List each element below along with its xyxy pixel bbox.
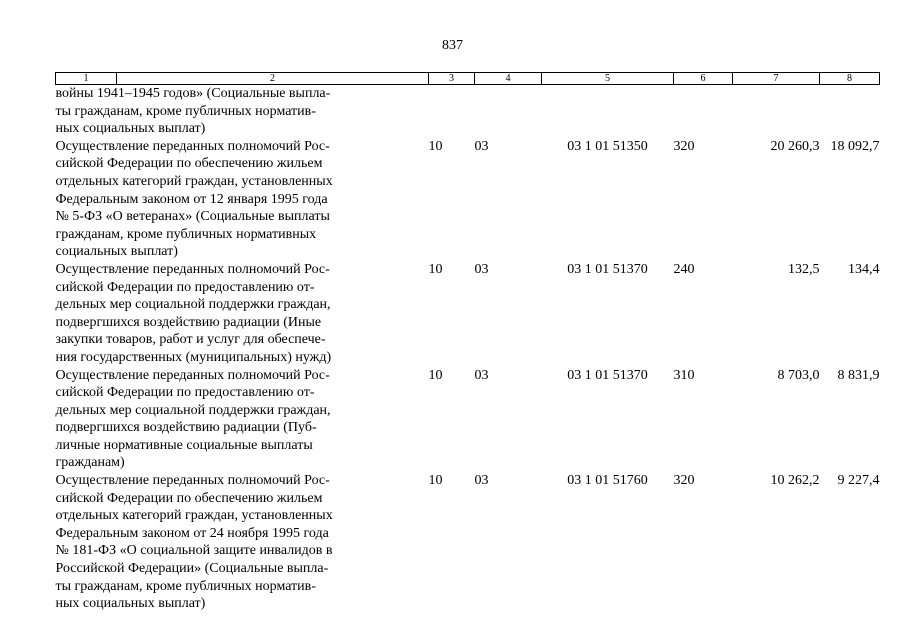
table-header [56, 73, 880, 85]
expense-name-line: Российской Федерации» (Социальные выпла- [55, 561, 329, 577]
expense-type-code: 320 [673, 473, 695, 489]
section-code [429, 85, 475, 138]
amount-year-2: 18 092,7 [830, 138, 880, 154]
table-row [56, 85, 880, 138]
expense-name-line: войны 1941–1945 годов» (Социальные выпла- [55, 86, 331, 101]
expense-name-line: гражданам) [55, 455, 125, 471]
section-code: 10 [428, 473, 443, 489]
amount-year-2: 9 227,4 [837, 473, 880, 489]
expense-name-line: закупки товаров, работ и услуг для обеспече- [55, 332, 326, 348]
expense-name-line: сийской Федерации по обеспечению жильем [55, 156, 323, 172]
subsection-code: 03 [474, 473, 489, 489]
amount-year-1 [733, 85, 820, 138]
expense-name [56, 138, 429, 261]
expense-name-line: отдельных категорий граждан, установленных [55, 508, 333, 524]
table-row [56, 261, 880, 367]
expense-name-line: гражданам, кроме публичных нормативных [55, 226, 317, 242]
expense-name-line: Федеральным законом от 24 ноября 1995 года [55, 525, 329, 541]
column-header: 5 [542, 73, 674, 85]
target-article-code [542, 85, 674, 138]
expense-name [56, 261, 429, 367]
expense-name-line: личные нормативные социальные выплаты [55, 437, 313, 453]
column-header: 2 [117, 73, 429, 85]
subsection-code: 03 [474, 367, 489, 383]
expense-name-line: ных социальных выплат) [55, 121, 206, 137]
amount-year-1: 8 703,0 [777, 367, 820, 383]
table-row [56, 138, 880, 261]
expense-name-line: сийской Федерации по предоставлению от- [55, 279, 315, 295]
expense-name-line: сийской Федерации по обеспечению жильем [55, 490, 323, 506]
column-header: 3 [429, 73, 475, 85]
subsection-code [475, 85, 542, 138]
column-header: 4 [475, 73, 542, 85]
subsection-code: 03 [474, 261, 489, 277]
amount-year-1: 132,5 [788, 261, 820, 277]
expense-name-line: Осуществление переданных полномочий Рос- [55, 367, 330, 383]
expense-type-code [674, 85, 733, 138]
section-code: 10 [428, 367, 443, 383]
amount-year-1: 20 260,3 [770, 138, 820, 154]
target-article-code: 03 1 01 51350 [567, 138, 648, 154]
expense-name [56, 367, 429, 473]
expense-type-code: 240 [673, 261, 695, 277]
expense-name-line: подвергшихся воздействию радиации (Пуб- [55, 420, 317, 436]
expense-name-line: Осуществление переданных полномочий Рос- [55, 473, 330, 489]
header-row [56, 73, 880, 85]
column-header: 1 [56, 73, 117, 85]
expense-name [56, 472, 429, 613]
expense-name-line: Осуществление переданных полномочий Рос- [55, 261, 330, 277]
expense-name-line: социальных выплат) [55, 244, 178, 260]
column-header: 7 [733, 73, 820, 85]
expense-name-line: Федеральным законом от 12 января 1995 года [55, 191, 328, 207]
expense-name [56, 85, 429, 138]
table-body [56, 85, 880, 613]
expense-name-line: ты гражданам, кроме публичных норматив- [55, 578, 316, 594]
budget-table [55, 72, 880, 613]
column-header: 6 [674, 73, 733, 85]
table-row [56, 472, 880, 613]
expense-name-line: ты гражданам, кроме публичных норматив- [55, 103, 316, 119]
target-article-code: 03 1 01 51370 [567, 367, 648, 383]
expense-name-line: № 181-ФЗ «О социальной защите инвалидов в [55, 543, 333, 559]
expense-name-line: ных социальных выплат) [55, 596, 206, 612]
subsection-code: 03 [474, 138, 489, 154]
page-number: 837 [442, 38, 463, 53]
expense-type-code: 310 [673, 367, 695, 383]
expense-name-line: дельных мер социальной поддержки граждан, [55, 402, 331, 418]
target-article-code: 03 1 01 51370 [567, 261, 648, 277]
expense-type-code: 320 [673, 138, 695, 154]
section-code: 10 [428, 261, 443, 277]
amount-year-2 [820, 85, 880, 138]
expense-name-line: ния государственных (муниципальных) нужд) [55, 349, 332, 365]
table-row [56, 367, 880, 473]
amount-year-1: 10 262,2 [770, 473, 820, 489]
expense-name-line: подвергшихся воздействию радиации (Иные [55, 314, 322, 330]
amount-year-2: 134,4 [848, 261, 880, 277]
column-header: 8 [820, 73, 880, 85]
expense-name-line: Осуществление переданных полномочий Рос- [55, 138, 330, 154]
amount-year-2: 8 831,9 [837, 367, 880, 383]
expense-name-line: № 5-ФЗ «О ветеранах» (Социальные выплаты [55, 209, 330, 225]
section-code: 10 [428, 138, 443, 154]
expense-name-line: отдельных категорий граждан, установленных [55, 173, 333, 189]
expense-name-line: сийской Федерации по предоставлению от- [55, 385, 315, 401]
expense-name-line: дельных мер социальной поддержки граждан, [55, 297, 331, 313]
target-article-code: 03 1 01 51760 [567, 473, 648, 489]
